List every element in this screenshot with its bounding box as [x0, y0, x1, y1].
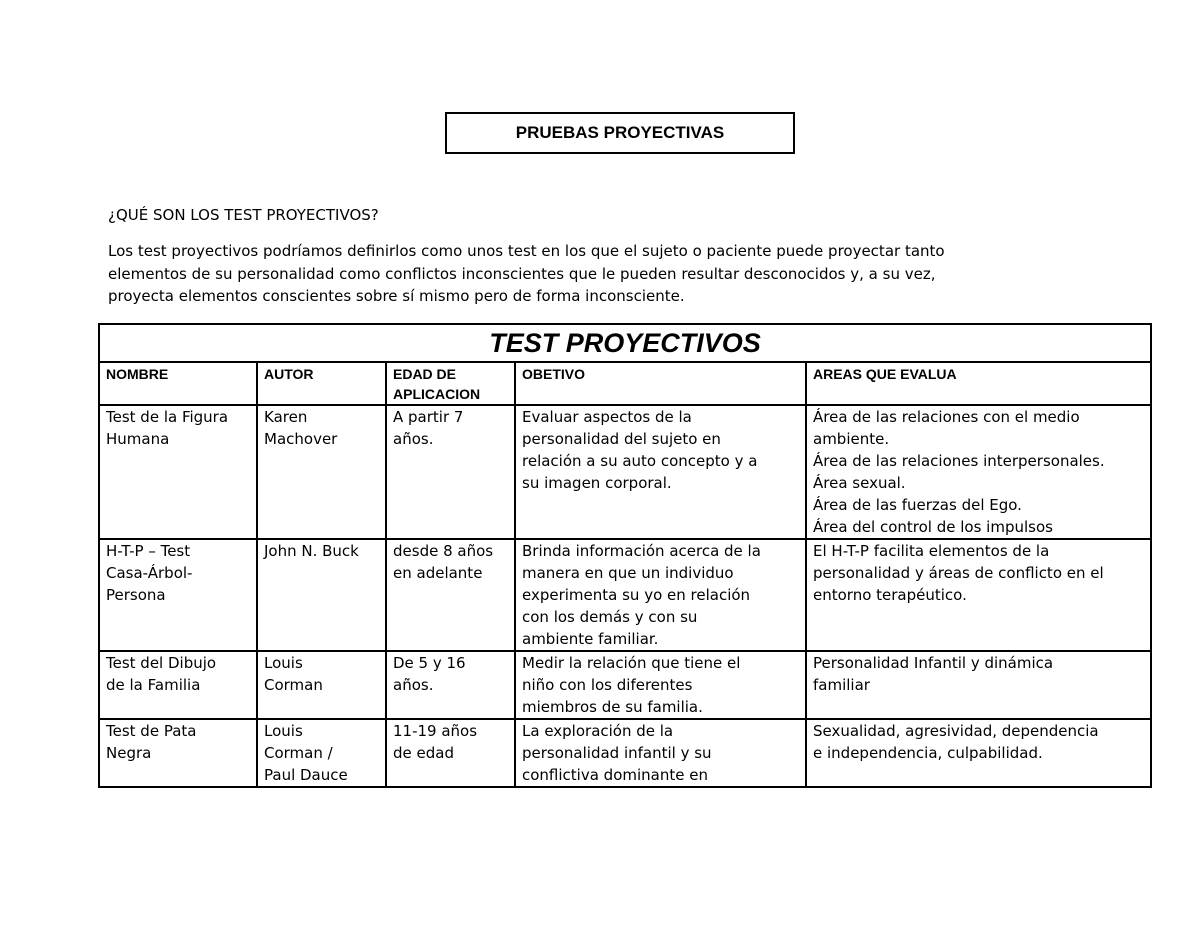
section-question: ¿QUÉ SON LOS TEST PROYECTIVOS?: [108, 206, 379, 224]
header-nombre: NOMBRE: [99, 362, 257, 405]
cell-objetivo: La exploración de la personalidad infantil y su conflictiva dominante en: [515, 719, 806, 787]
cell-edad: 11-19 años de edad: [386, 719, 515, 787]
cell-areas: Personalidad Infantil y dinámica familiar: [806, 651, 1151, 719]
intro-paragraph: [108, 240, 1108, 308]
table-row: [99, 539, 1151, 651]
table-row: [99, 405, 1151, 539]
cell-autor: Karen Machover: [257, 405, 386, 539]
cell-nombre: Test de Pata Negra: [99, 719, 257, 787]
intro-line: proyecta elementos conscientes sobre sí mismo pero de forma inconsciente.: [108, 287, 685, 305]
table-caption-row: [99, 324, 1151, 362]
cell-objetivo: Medir la relación que tiene el niño con los diferentes miembros de su familia.: [515, 651, 806, 719]
table-row: [99, 651, 1151, 719]
table-header-row: [99, 362, 1151, 405]
cell-edad: A partir 7 años.: [386, 405, 515, 539]
cell-edad: De 5 y 16 años.: [386, 651, 515, 719]
cell-autor: Louis Corman / Paul Dauce: [257, 719, 386, 787]
cell-nombre: Test de la Figura Humana: [99, 405, 257, 539]
header-areas: AREAS QUE EVALUA: [806, 362, 1151, 405]
table-row: [99, 719, 1151, 787]
header-objetivo: OBETIVO: [515, 362, 806, 405]
table-caption: TEST PROYECTIVOS: [99, 324, 1151, 362]
projective-tests-table: [98, 323, 1152, 788]
cell-autor: Louis Corman: [257, 651, 386, 719]
cell-objetivo: Evaluar aspectos de la personalidad del sujeto en relación a su auto concepto y a su imagen corporal.: [515, 405, 806, 539]
cell-areas: Sexualidad, agresividad, dependencia e independencia, culpabilidad.: [806, 719, 1151, 787]
intro-line: Los test proyectivos podríamos definirlos como unos test en los que el sujeto o paciente puede proyectar tanto: [108, 242, 945, 260]
intro-line: elementos de su personalidad como conflictos inconscientes que le pueden resultar desconocidos y, a su vez,: [108, 264, 936, 283]
cell-objetivo: Brinda información acerca de la manera en que un individuo experimenta su yo en relación con los demás y con su ambiente familiar.: [515, 539, 806, 651]
cell-areas: Área de las relaciones con el medio ambiente. Área de las relaciones interpersonales. Área sexual. Área de las fuerzas del Ego. Área del control de los impulsos: [806, 405, 1151, 539]
cell-areas: El H-T-P facilita elementos de la personalidad y áreas de conflicto en el entorno terapéutico.: [806, 539, 1151, 651]
cell-nombre: H-T-P – Test Casa-Árbol- Persona: [99, 539, 257, 651]
header-autor: AUTOR: [257, 362, 386, 405]
cell-edad: desde 8 años en adelante: [386, 539, 515, 651]
cell-nombre: Test del Dibujo de la Familia: [99, 651, 257, 719]
document-title: PRUEBAS PROYECTIVAS: [445, 112, 795, 154]
cell-autor: John N. Buck: [257, 539, 386, 651]
header-edad: EDAD DE APLICACION: [386, 362, 515, 405]
